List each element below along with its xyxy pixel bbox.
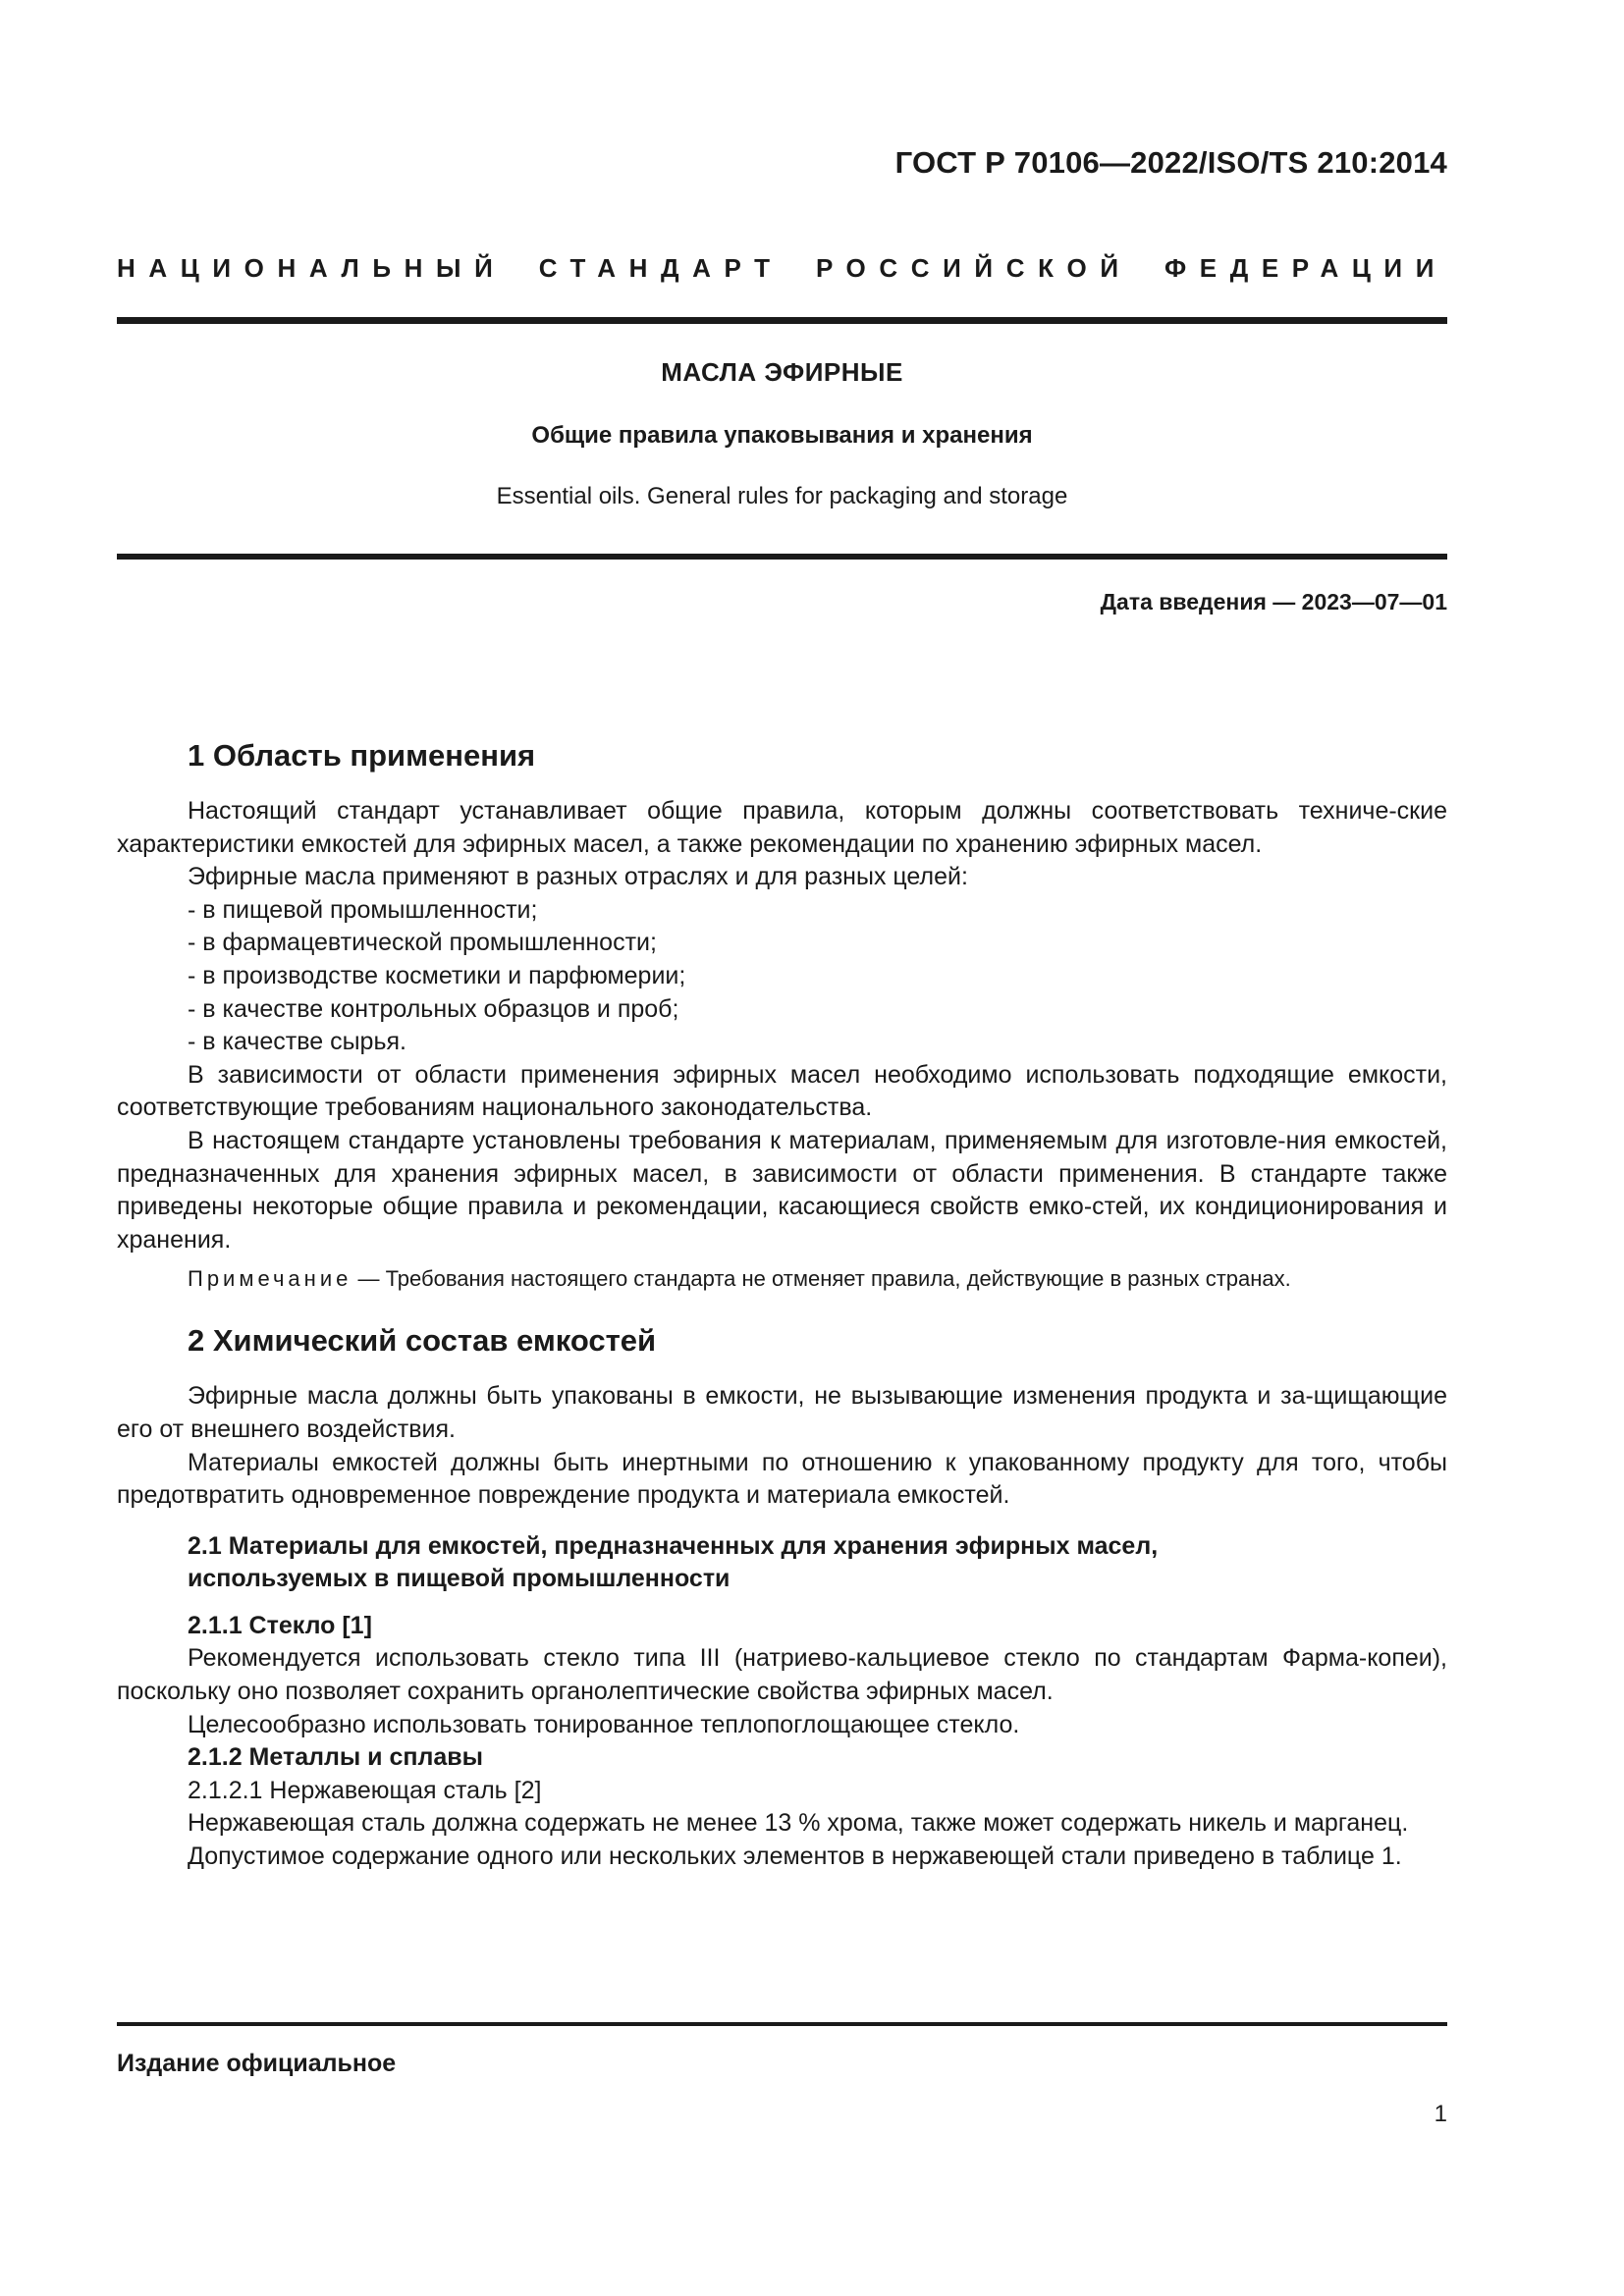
paragraph: В настоящем стандарте установлены требования к материалам, применяемым для изготовле-ния емкостей, предназначенных для хранения эфирных масел, в зависимости от области применения. В стандарте также приведены некоторые общие правила и рекомендации, касающиеся свойств емко-стей, их кондиционирования и хранения. [117, 1126, 1447, 1254]
section-heading-1: 1 Область применения [188, 738, 536, 773]
paragraph: Нержавеющая сталь должна содержать не менее 13 % хрома, также может содержать никель и марганец. [188, 1809, 1409, 1838]
document-subtitle: Общие правила упаковывания и хранения [531, 422, 1033, 449]
subsection-heading-2-1-2: 2.1.2 Металлы и сплавы [188, 1743, 483, 1772]
paragraph: Эфирные масла применяют в разных отраслях и для разных целей: [188, 863, 968, 891]
paragraph: Допустимое содержание одного или нескольких элементов в нержавеющей стали приведено в таблице 1. [188, 1842, 1402, 1871]
list-item: - в фармацевтической промышленности; [188, 929, 657, 957]
list-item: - в качестве сырья. [188, 1028, 406, 1056]
list-item: - в производстве косметики и парфюмерии; [188, 961, 686, 989]
list-item: - в пищевой промышленности; [188, 895, 538, 924]
paragraph: Целесообразно использовать тонированное теплопоглощающее стекло. [188, 1710, 1020, 1738]
section-heading-2: 2 Химический состав емкостей [188, 1323, 657, 1359]
paragraph: Рекомендуется использовать стекло типа III (натриево-кальциевое стекло по стандартам Фарма-копеи), поскольку оно позволяет сохранить органолептические свойства эфирных масел. [117, 1644, 1447, 1706]
official-edition-label: Издание официальное [117, 2050, 397, 2077]
paragraph: В зависимости от области применения эфирных масел необходимо использовать подходящие емкости, соответствующие требованиям национального законодательства. [117, 1060, 1447, 1122]
divider-title [117, 554, 1447, 560]
page-number: 1 [1434, 2101, 1447, 2127]
note [117, 1264, 1447, 1294]
divider-top [117, 317, 1447, 324]
paragraph: Настоящий стандарт устанавливает общие правила, которым должны соответствовать техниче-ские характеристики емкостей для эфирных масел, а также рекомендации по хранению эфирных масел. [117, 797, 1447, 858]
paragraph: Материалы емкостей должны быть инертными по отношению к упакованному продукту для того, чтобы предотвратить одновременное повреждение продукта и материала емкостей. [117, 1448, 1447, 1510]
gost-number: ГОСТ Р 70106—2022/ISO/TS 210:2014 [894, 145, 1447, 180]
divider-footer [117, 2022, 1447, 2026]
subsection-heading-line: используемых в пищевой промышленности [188, 1565, 731, 1593]
note-label: Примечание [188, 1266, 352, 1292]
subsection-heading-line: 2.1 Материалы для емкостей, предназначенных для хранения эфирных масел, [188, 1531, 1159, 1560]
list-item: - в качестве контрольных образцов и проб; [188, 994, 679, 1023]
document-title: МАСЛА ЭФИРНЫЕ [661, 357, 903, 387]
document-title-english: Essential oils. General rules for packaging and storage [496, 483, 1068, 509]
subsection-heading-2-1-2-1: 2.1.2.1 Нержавеющая сталь [2] [188, 1776, 542, 1804]
document-body [117, 726, 1447, 1874]
note-text: — Требования настоящего стандарта не отменяет правила, действующие в разных странах. [352, 1266, 1291, 1292]
subsection-heading-2-1-1: 2.1.1 Стекло [1] [188, 1611, 372, 1639]
paragraph: Эфирные масла должны быть упакованы в емкости, не вызывающие изменения продукта и за-щищающие его от внешнего воздействия. [117, 1382, 1447, 1443]
introduction-date: Дата введения — 2023—07—01 [1100, 589, 1447, 614]
national-standard-banner: НАЦИОНАЛЬНЫЙ СТАНДАРТ РОССИЙСКОЙ ФЕДЕРАЦИИ [117, 253, 1447, 283]
subsection-heading-2-1 [117, 1530, 1447, 1596]
